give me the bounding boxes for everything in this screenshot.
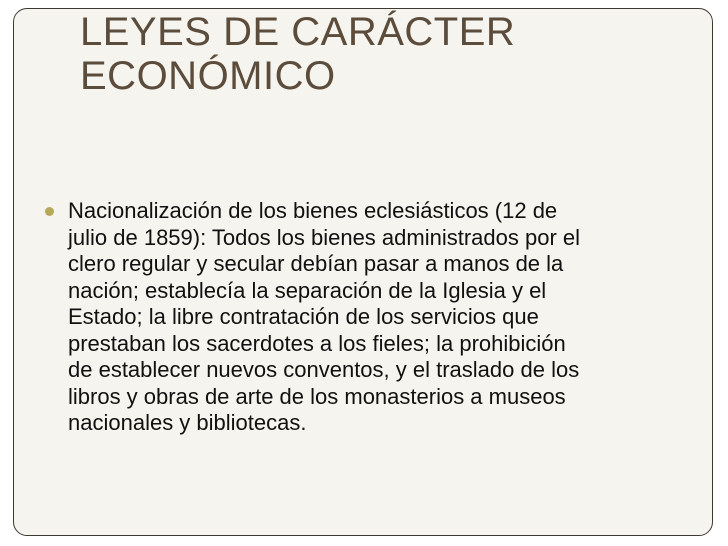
bullet-dot-icon [45, 207, 54, 216]
bullet-line-6: prestaban los sacerdotes a los fieles; la prohibición [68, 330, 566, 356]
bullet-line-9: nacionales y bibliotecas. [68, 410, 307, 435]
bullet-line-1: Nacionalización de los bienes eclesiásticos (12 de [68, 198, 558, 223]
bullet-line-2: julio de 1859): Todos los bienes administrados por el [68, 224, 581, 250]
bullet-line-5: Estado; la libre contratación de los servicios que [68, 304, 539, 329]
bullet-line-8: libros y obras de arte de los monasterios a museos [68, 383, 566, 409]
bullet-list [45, 198, 695, 437]
bullet-line-7: de establecer nuevos conventos, y el traslado de los [68, 357, 580, 382]
bullet-item [45, 198, 695, 437]
title-line-2: ECONÓMICO [80, 54, 336, 98]
bullet-line-3: clero regular y secular debían pasar a manos de la [68, 251, 564, 276]
slide-title [80, 10, 700, 98]
bullet-line-4: nación; establecía la separación de la Iglesia y el [68, 277, 547, 303]
title-line-1: LEYES DE CARÁCTER [80, 10, 516, 54]
